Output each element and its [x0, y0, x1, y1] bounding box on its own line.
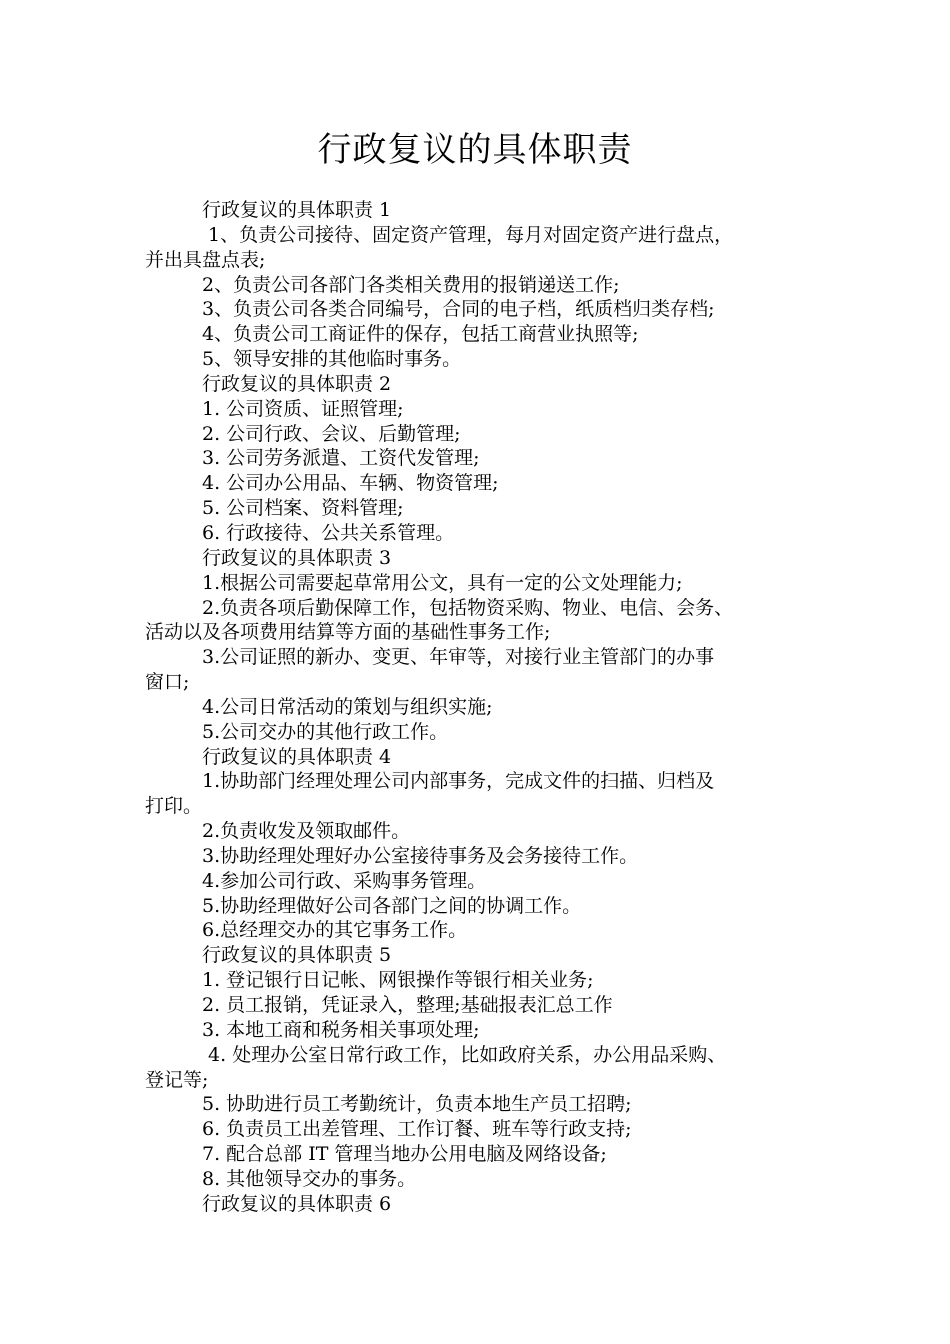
paragraph-line: 窗口; — [145, 671, 190, 694]
section-heading: 行政复议的具体职责 1 — [202, 199, 392, 221]
document-body — [145, 198, 830, 1217]
paragraph-line: 4.公司日常活动的策划与组织实施; — [202, 695, 493, 718]
paragraph-line: 3.公司证照的新办、变更、年审等，对接行业主管部门的办事 — [202, 646, 715, 669]
paragraph-line: 1. 登记银行日记帐、网银操作等银行相关业务; — [202, 969, 594, 992]
document-title: 行政复议的具体职责 — [317, 130, 633, 170]
section-heading: 行政复议的具体职责 6 — [202, 1192, 392, 1215]
paragraph-line: 打印。 — [145, 795, 203, 818]
paragraph-line: 2.负责各项后勤保障工作，包括物资采购、物业、电信、会务、 — [202, 596, 734, 619]
paragraph-line: 登记等; — [145, 1068, 209, 1091]
paragraph-line: 1.根据公司需要起草常用公文，具有一定的公文处理能力; — [202, 571, 683, 594]
section-heading: 行政复议的具体职责 4 — [202, 745, 392, 768]
paragraph-line: 6.总经理交办的其它事务工作。 — [202, 919, 468, 942]
paragraph-line: 4. 公司办公用品、车辆、物资管理; — [202, 472, 499, 495]
paragraph-line: 2.负责收发及领取邮件。 — [202, 820, 411, 843]
paragraph-line: 1.协助部门经理处理公司内部事务，完成文件的扫描、归档及 — [202, 770, 715, 793]
paragraph-line: 活动以及各项费用结算等方面的基础性事务工作; — [145, 621, 551, 644]
paragraph-line: 6. 行政接待、公共关系管理。 — [202, 521, 455, 544]
paragraph-line: 6. 负责员工出差管理、工作订餐、班车等行政支持; — [202, 1118, 632, 1141]
paragraph-line: 1、负责公司接待、固定资产管理，每月对固定资产进行盘点， — [202, 223, 734, 246]
paragraph-line: 2. 公司行政、会议、后勤管理; — [202, 422, 461, 445]
paragraph-line: 8. 其他领导交办的事务。 — [202, 1167, 417, 1190]
paragraph-line: 5.公司交办的其他行政工作。 — [202, 720, 449, 743]
section-heading: 行政复议的具体职责 2 — [202, 372, 392, 395]
paragraph-line: 2. 员工报销，凭证录入，整理;基础报表汇总工作 — [202, 994, 613, 1016]
paragraph-line: 3.协助经理处理好办公室接待事务及会务接待工作。 — [202, 844, 639, 867]
paragraph-line: 3. 公司劳务派遣、工资代发管理; — [202, 447, 480, 470]
paragraph-line: 并出具盘点表; — [145, 248, 266, 271]
section-heading: 行政复议的具体职责 3 — [202, 546, 392, 569]
paragraph-line: 5. 协助进行员工考勤统计，负责本地生产员工招聘; — [202, 1093, 632, 1116]
paragraph-line: 4.参加公司行政、采购事务管理。 — [202, 869, 487, 892]
paragraph-line: 4. 处理办公室日常行政工作，比如政府关系，办公用品采购、 — [202, 1043, 727, 1066]
paragraph-line: 4、负责公司工商证件的保存，包括工商营业执照等; — [202, 323, 639, 346]
paragraph-line: 5.协助经理做好公司各部门之间的协调工作。 — [202, 894, 582, 917]
paragraph-line: 5. 公司档案、资料管理; — [202, 497, 404, 520]
paragraph-line: 1. 公司资质、证照管理; — [202, 397, 404, 420]
paragraph-line: 3. 本地工商和税务相关事项处理; — [202, 1018, 480, 1041]
paragraph-line: 3、负责公司各类合同编号，合同的电子档，纸质档归类存档; — [202, 298, 715, 321]
section-heading: 行政复议的具体职责 5 — [202, 944, 392, 967]
paragraph-line: 5、领导安排的其他临时事务。 — [202, 348, 462, 371]
paragraph-line: 7. 配合总部 IT 管理当地办公用电脑及网络设备; — [202, 1143, 607, 1166]
paragraph-line: 2、负责公司各部门各类相关费用的报销递送工作; — [202, 273, 620, 296]
